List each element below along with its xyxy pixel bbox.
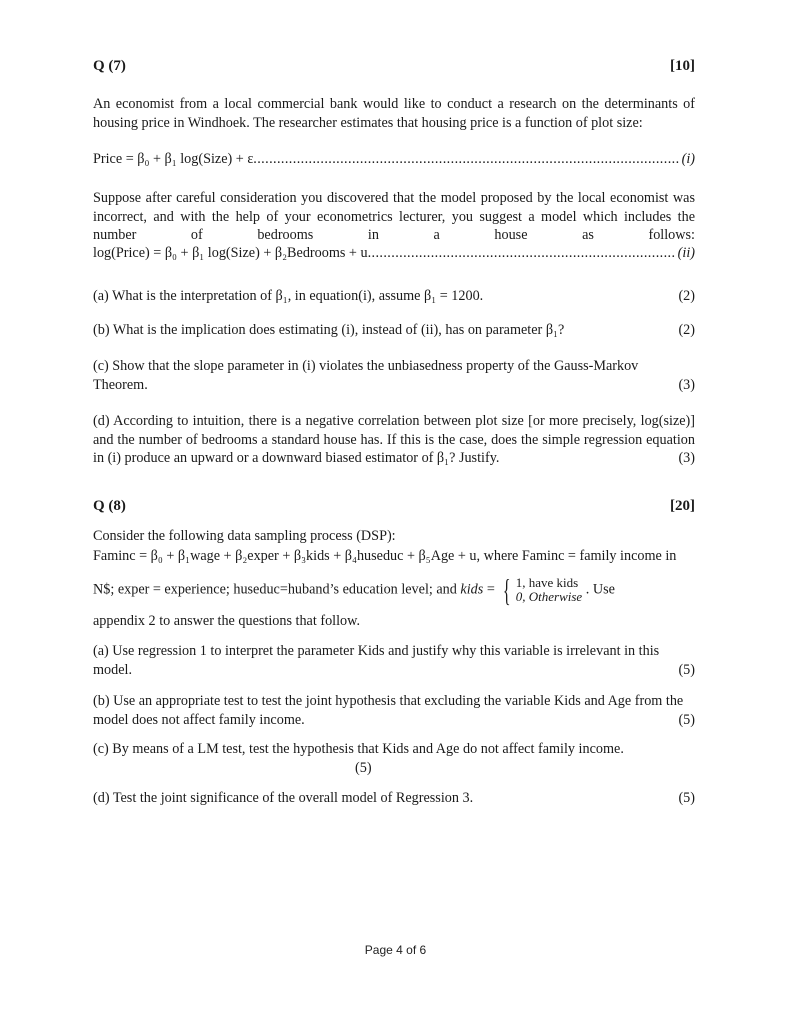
q7-part-c (93, 357, 695, 394)
q8-part-c-marks: (5) (355, 759, 372, 776)
leader-dots (253, 151, 679, 168)
q7-part-a-marks: (2) (678, 288, 695, 304)
q8-definitions-text: N$; exper = experience; huseduc=huband’s education level; and (93, 581, 457, 598)
q8-equation-text: Faminc = β₀ + β₁wage + β₂exper + β₃kids + β₄huseduc + β₅Age + u (93, 548, 477, 564)
q8-equation (93, 547, 695, 566)
kids-piecewise (498, 574, 582, 606)
q7-marks: [10] (670, 58, 695, 74)
q8-part-c (93, 740, 695, 777)
q8-use: . Use (585, 581, 615, 598)
q8-equation-tail: , where Faminc = family income in (476, 548, 677, 564)
kids-equals: = (486, 581, 495, 598)
q7-part-c-marks: (3) (678, 376, 695, 393)
equation-1-text: Price = β₀ + β₁ log(Size) + ε (93, 151, 254, 167)
q8-header (93, 498, 695, 515)
kids-variable: kids (460, 581, 484, 598)
q8-part-a (93, 642, 695, 679)
q8-part-c-text: (c) By means of a LM test, test the hypothesis that Kids and Age do not affect family income. (93, 741, 624, 757)
q8-part-d-marks: (5) (678, 790, 695, 806)
q7-part-a-text: (a) What is the interpretation of β₁, in equation(i), assume β₁ = 1200. (93, 288, 484, 304)
kids-case-2: 0, Otherwise (515, 589, 583, 604)
q7-part-b-text: (b) What is the implication does estimating (i), instead of (ii), has on parameter β₁? (93, 322, 565, 338)
q8-part-d-text: (d) Test the joint significance of the overall model of Regression 3. (93, 790, 474, 806)
q8-part-b (93, 692, 695, 729)
q7-part-b-marks: (2) (678, 322, 695, 338)
equation-2-text: log(Price) = β₀ + β₁ log(Size) + β₂Bedrooms + u (93, 245, 368, 261)
q8-part-d (93, 789, 695, 808)
q7-header (93, 58, 695, 75)
q7-intro: An economist from a local commercial bank would like to conduct a research on the determinants of housing price in Windhoek. The researcher estimates that housing price is a function of plot size: (93, 96, 695, 131)
q8-intro: Consider the following data sampling process (DSP): (93, 528, 396, 544)
q8-definitions (93, 574, 695, 606)
q8-title: Q (8) (93, 498, 126, 514)
q7-title: Q (7) (93, 58, 126, 74)
q8-part-a-marks: (5) (678, 661, 695, 678)
equation-2-label: (ii) (677, 245, 695, 261)
q8-part-b-marks: (5) (678, 711, 695, 728)
q7-part-d (93, 412, 695, 468)
kids-case-1: 1, have kids (515, 575, 579, 590)
q7-paragraph-2: Suppose after careful consideration you discovered that the model proposed by the local economist was incorrect, and with the help of your econometrics lecturer, you suggest a model which includes the number of bedrooms in a house as follows: (93, 190, 695, 243)
leader-dots (368, 245, 676, 262)
q7-part-b (93, 321, 695, 340)
q8-appendix-note: appendix 2 to answer the questions that follow. (93, 613, 361, 629)
page-footer: Page 4 of 6 (364, 943, 427, 957)
q8-part-a-text: (a) Use regression 1 to interpret the parameter Kids and justify why this variable is irrelevant in this model. (93, 643, 660, 678)
equation-1-label: (i) (681, 151, 695, 167)
q7-part-c-text: (c) Show that the slope parameter in (i) violates the unbiasedness property of the Gauss-Markov Theorem. (93, 358, 639, 393)
brace-glyph: { (503, 572, 511, 608)
q8-part-b-text: (b) Use an appropriate test to test the joint hypothesis that excluding the variable Kids and Age from the model does not affect family income. (93, 693, 684, 728)
q7-part-d-marks: (3) (672, 449, 695, 468)
q7-equation-1 (93, 151, 695, 168)
q7-part-d-text: (d) According to intuition, there is a negative correlation between plot size [or more precisely, log(size)] and the number of bedrooms a standard house has. If this is the case, does the simple regression equation in (i) produce an upward or a downward biased estimator of β₁? Justify. (93, 413, 695, 466)
q7-equation-2 (93, 245, 695, 262)
q7-part-a (93, 287, 695, 306)
q8-marks: [20] (670, 498, 695, 514)
